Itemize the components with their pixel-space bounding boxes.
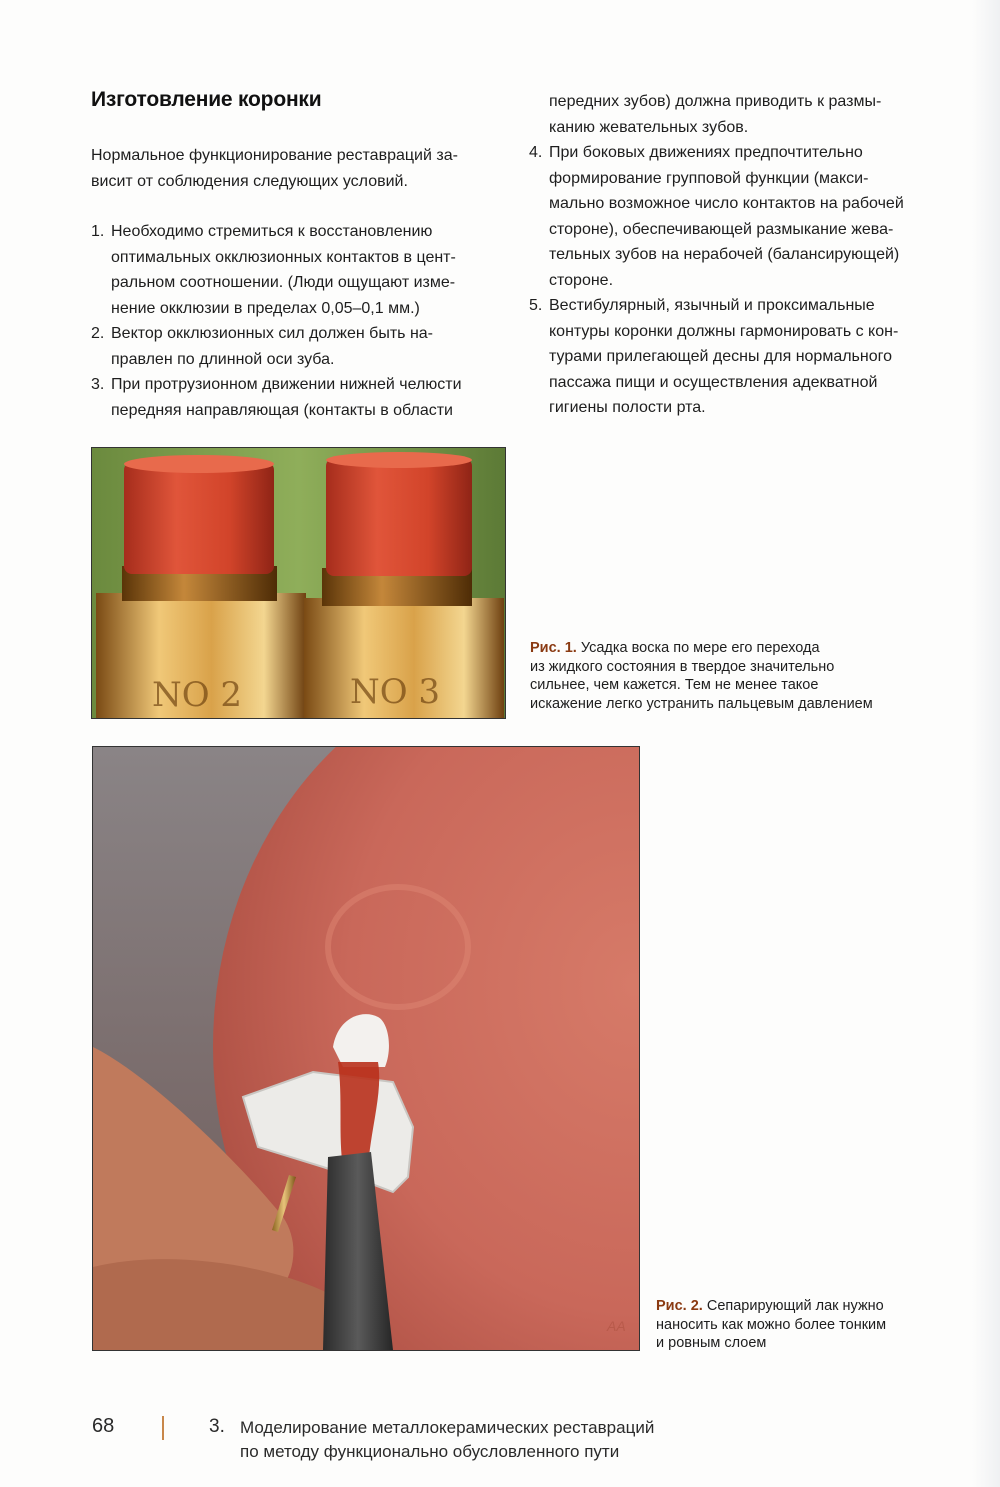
list-item	[529, 293, 943, 421]
figure-1-label: Рис. 1.	[530, 640, 577, 656]
caption-text: Усадка воска по мере его перехода	[580, 640, 820, 656]
list-item-line: стороне.	[549, 271, 614, 289]
list-item-line: гигиены полости рта.	[549, 399, 706, 416]
list-item-line: Необходимо стремиться к восстановлению	[111, 223, 433, 240]
caption-text: Сепарирующий лак нужно	[706, 1298, 884, 1314]
list-item-line: нение окклюзии в пределах 0,05–0,1 мм.)	[111, 299, 420, 317]
conditions-list-right	[529, 89, 943, 421]
list-item-continued	[529, 89, 943, 140]
list-item-number: 2.	[91, 325, 105, 342]
conditions-list-left	[91, 219, 507, 423]
list-item-number: 5.	[529, 297, 543, 314]
list-item-line: турами прилегающей десны для нормального	[549, 348, 893, 365]
caption-line: искажение легко устранить пальцевым давлением	[530, 695, 873, 712]
right-die-engraving: NO 3	[350, 672, 441, 712]
list-item	[91, 372, 507, 423]
list-item-number: 4.	[529, 144, 543, 161]
chapter-title-line: Моделирование металлокерамических реставраций	[240, 1418, 655, 1437]
list-item	[91, 219, 507, 321]
list-item-line: При протрузионном движении нижней челюсти	[111, 376, 462, 393]
page-edge-shadow	[972, 0, 1000, 1487]
list-item	[91, 321, 507, 372]
list-item-line: При боковых движениях предпочтительно	[549, 144, 863, 161]
photo-watermark: AA	[607, 1318, 626, 1334]
figure-1-caption	[530, 639, 950, 713]
caption-line	[656, 1297, 956, 1316]
list-item	[529, 140, 943, 293]
caption-line: сильнее, чем кажется. Тем не менее такое	[530, 677, 819, 693]
list-item-line: канию жевательных зубов.	[549, 118, 749, 136]
intro-line: Нормальное функционирование реставраций за-	[91, 147, 458, 164]
list-item-number: 1.	[91, 223, 105, 240]
list-item-line: правлен по длинной оси зуба.	[111, 350, 335, 368]
left-die-engraving: NO 2	[152, 675, 243, 715]
chapter-title-line: по методу функционально обусловленного пути	[240, 1442, 620, 1461]
caption-line: и ровным слоем	[656, 1335, 767, 1351]
chapter-title	[240, 1416, 654, 1464]
list-item-number: 3.	[91, 376, 105, 393]
list-item-line: контуры коронки должны гармонировать с кон-	[549, 322, 899, 340]
list-item-line: передняя направляющая (контакты в области	[111, 401, 453, 419]
chapter-number: 3.	[209, 1416, 225, 1437]
figure-2-caption	[656, 1297, 956, 1353]
left-wax-top	[124, 455, 274, 473]
list-item-line: Вестибулярный, язычный и проксимальные	[549, 297, 875, 314]
intro-paragraph	[91, 143, 507, 194]
left-wax-cap	[124, 462, 274, 574]
list-item-line: тельных зубов на нерабочей (балансирующей)	[549, 246, 900, 263]
section-title: Изготовление коронки	[91, 88, 322, 111]
figure-2-photo	[92, 746, 640, 1351]
list-item-line: ральном соотношении. (Люди ощущают изме-	[111, 274, 456, 291]
list-item-line: формирование групповой функции (макси-	[549, 169, 869, 187]
right-wax-cap	[326, 458, 472, 576]
list-item-line: мально возможное число контактов на рабочей	[549, 195, 904, 212]
caption-line: наносить как можно более тонким	[656, 1316, 887, 1333]
list-item-line: пассажа пищи и осуществления адекватной	[549, 373, 878, 391]
page-number: 68	[92, 1415, 115, 1437]
caption-line	[530, 639, 950, 658]
figure-1-photo	[91, 447, 506, 719]
intro-line: висит от соблюдения следующих условий.	[91, 172, 408, 190]
caption-line: из жидкого состояния в твердое значительно	[530, 658, 835, 675]
right-wax-top	[326, 452, 472, 468]
footer-separator	[162, 1416, 164, 1440]
list-item-line: стороне), обеспечивающей размыкание жева-	[549, 220, 894, 238]
varnish-application-illustration	[93, 747, 639, 1350]
figure-2-label: Рис. 2.	[656, 1298, 703, 1314]
wax-dies-illustration	[92, 448, 505, 718]
list-item-line: Вектор окклюзионных сил должен быть на-	[111, 325, 433, 342]
list-item-line: оптимальных окклюзионных контактов в цент-	[111, 248, 456, 266]
list-item-line: передних зубов) должна приводить к размы-	[549, 93, 882, 110]
